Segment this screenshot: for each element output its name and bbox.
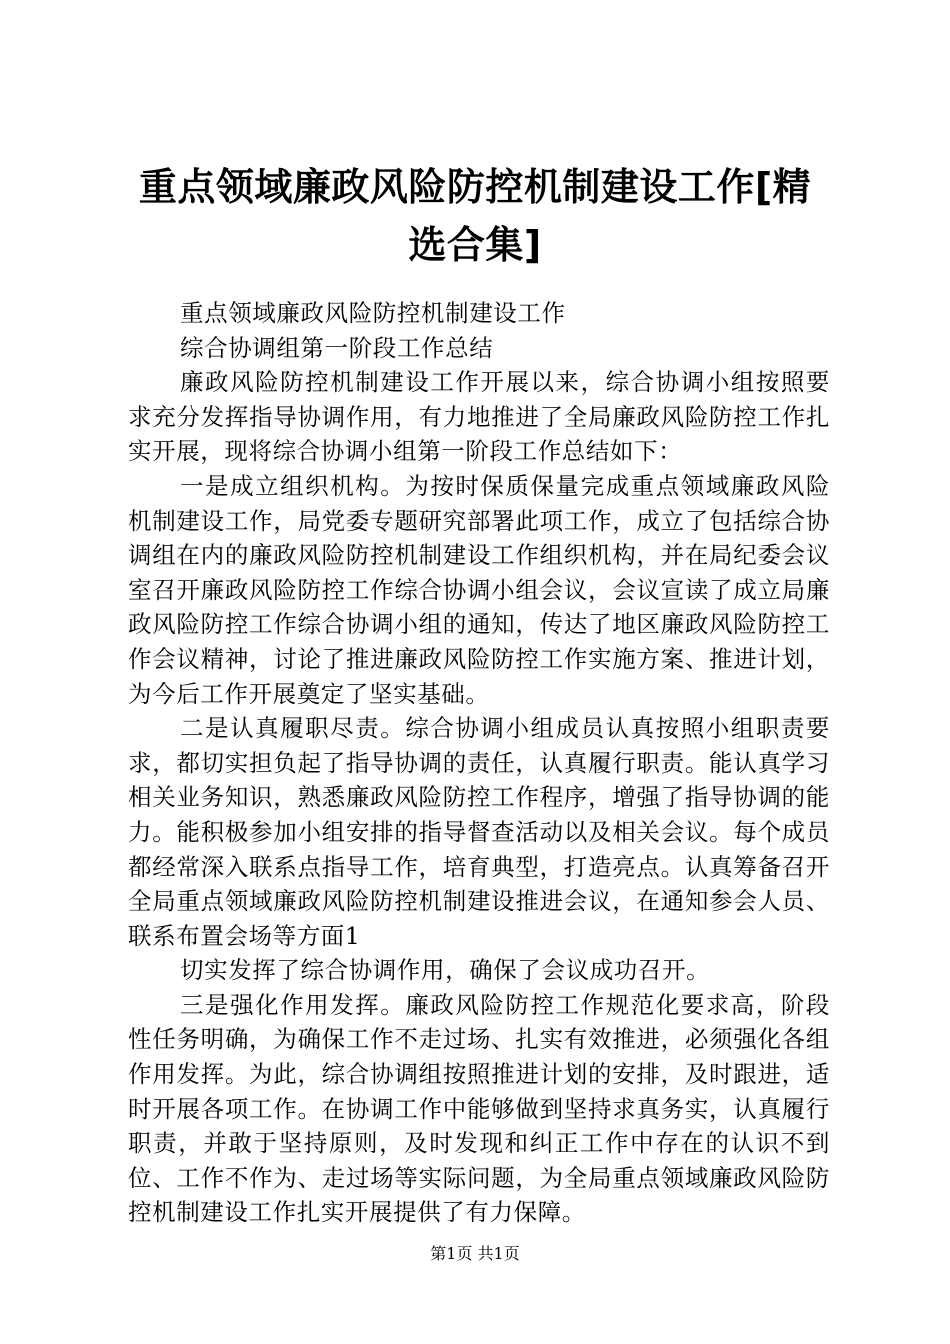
document-title: 重点领域廉政风险防控机制建设工作[精选合集] — [138, 165, 812, 267]
paragraph-duties: 二是认真履职尽责。综合协调小组成员认真按照小组职责要求，都切实担负起了指导协调的责任，认真履行职责。能认真学习相关业务知识，熟悉廉政风险防控工作程序，增强了指导协调的能力。能积极参加小组安排的指导督查活动以及相关会议。每个成员都经常深入联系点指导工作，培育典型，打造亮点。认真筹备召开全局重点领域廉政风险防控机制建设推进会议，在通知参会人员、联系布置会场等方面1 — [128, 714, 830, 950]
page-footer: 第1页 共1页 — [430, 1244, 520, 1263]
document-body — [128, 296, 830, 1230]
paragraph-role: 三是强化作用发挥。廉政风险防控工作规范化要求高，阶段性任务明确，为确保工作不走过场、扎实有效推进，必须强化各组作用发挥。为此，综合协调组按照推进计划的安排，及时跟进，适时开展各项工作。在协调工作中能够做到坚持求真务实，认真履行职责，并敢于坚持原则，及时发现和纠正工作中存在的认识不到位、工作不作为、走过场等实际问题，为全局重点领域廉政风险防控机制建设工作扎实开展提供了有力保障。 — [128, 990, 830, 1227]
paragraph-duties-continued: 切实发挥了综合协调作用，确保了会议成功召开。 — [180, 956, 711, 985]
heading-line: 重点领域廉政风险防控机制建设工作 — [180, 299, 566, 327]
subheading-line: 综合协调组第一阶段工作总结 — [180, 333, 494, 362]
intro-paragraph: 廉政风险防控机制建设工作开展以来，综合协调小组按照要求充分发挥指导协调作用，有力地推进了全局廉政风险防控工作扎实开展，现将综合协调小组第一阶段工作总结如下： — [128, 368, 830, 466]
paragraph-organization: 一是成立组织机构。为按时保质保量完成重点领域廉政风险机制建设工作，局党委专题研究部署此项工作，成立了包括综合协调组在内的廉政风险防控机制建设工作组织机构，并在局纪委会议室召开廉政风险防控工作综合协调小组会议，会议宣读了成立局廉政风险防控工作综合协调小组的通知，传达了地区廉政风险防控工作会议精神，讨论了推进廉政风险防控工作实施方案、推进计划，为今后工作开展奠定了坚实基础。 — [128, 471, 830, 708]
